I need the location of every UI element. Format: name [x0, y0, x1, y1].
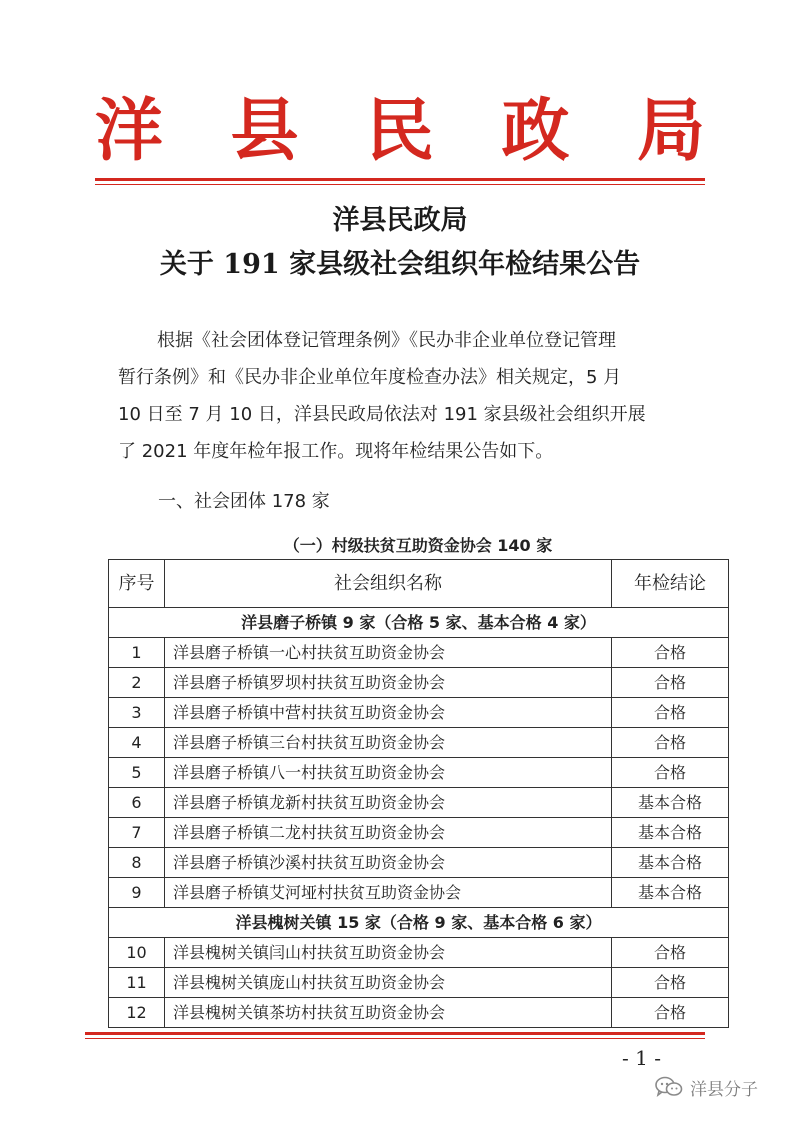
row-name: 洋县磨子桥镇中营村扶贫互助资金协会 — [165, 698, 612, 728]
row-name: 洋县磨子桥镇二龙村扶贫互助资金协会 — [165, 818, 612, 848]
doc-title-line2: 关于 191 家县级社会组织年检结果公告 — [159, 249, 641, 280]
row-result: 基本合格 — [612, 848, 729, 878]
intro-line: 根据《社会团体登记管理条例》《民办非企业单位登记管理 — [157, 330, 616, 351]
intro-paragraph — [118, 322, 708, 470]
table-row — [109, 668, 729, 698]
masthead-char: 民 — [365, 91, 434, 171]
header-red-rule — [95, 178, 705, 181]
row-result: 合格 — [612, 698, 729, 728]
row-no: 4 — [109, 728, 165, 758]
table-row — [109, 848, 729, 878]
row-result: 合格 — [612, 638, 729, 668]
row-name: 洋县磨子桥镇三台村扶贫互助资金协会 — [165, 728, 612, 758]
row-no: 10 — [109, 938, 165, 968]
intro-line: 了 2021 年度年检年报工作。现将年检结果公告如下。 — [118, 441, 554, 462]
subsection-heading: （一）村级扶贫互助资金协会 140 家 — [283, 536, 553, 555]
masthead-char: 洋 — [95, 91, 164, 171]
row-name: 洋县磨子桥镇罗坝村扶贫互助资金协会 — [165, 668, 612, 698]
row-result: 基本合格 — [612, 818, 729, 848]
table-row — [109, 698, 729, 728]
table-row — [109, 968, 729, 998]
doc-title-line1: 洋县民政局 — [332, 205, 468, 236]
table-row — [109, 758, 729, 788]
row-result: 合格 — [612, 998, 729, 1028]
header-name: 社会组织名称 — [165, 560, 612, 608]
row-no: 1 — [109, 638, 165, 668]
footer-red-rule-thin — [85, 1038, 705, 1039]
row-name: 洋县槐树关镇闫山村扶贫互助资金协会 — [165, 938, 612, 968]
row-no: 5 — [109, 758, 165, 788]
section-heading: 一、社会团体 178 家 — [158, 491, 330, 512]
row-name: 洋县槐树关镇茶坊村扶贫互助资金协会 — [165, 998, 612, 1028]
table-row — [109, 788, 729, 818]
footer-red-rule — [85, 1032, 705, 1035]
row-name: 洋县磨子桥镇艾河垭村扶贫互助资金协会 — [165, 878, 612, 908]
row-name: 洋县磨子桥镇沙溪村扶贫互助资金协会 — [165, 848, 612, 878]
header-result: 年检结论 — [612, 560, 729, 608]
row-result: 合格 — [612, 968, 729, 998]
table-row — [109, 728, 729, 758]
group-row — [109, 908, 729, 938]
row-result: 合格 — [612, 758, 729, 788]
row-no: 7 — [109, 818, 165, 848]
group-label: 洋县槐树关镇 15 家（合格 9 家、基本合格 6 家） — [109, 908, 729, 938]
watermark-text: 洋县分子 — [690, 1079, 758, 1100]
row-no: 11 — [109, 968, 165, 998]
table-row — [109, 818, 729, 848]
row-result: 合格 — [612, 938, 729, 968]
table-row — [109, 938, 729, 968]
group-label: 洋县磨子桥镇 9 家（合格 5 家、基本合格 4 家） — [109, 608, 729, 638]
wechat-icon — [654, 1075, 684, 1099]
row-no: 3 — [109, 698, 165, 728]
header-no: 序号 — [109, 560, 165, 608]
intro-line: 10 日至 7 月 10 日，洋县民政局依法对 191 家县级社会组织开展 — [118, 404, 646, 425]
watermark — [654, 1073, 758, 1101]
masthead-char: 局 — [636, 91, 705, 171]
results-table — [108, 559, 729, 1028]
row-no: 8 — [109, 848, 165, 878]
row-name: 洋县磨子桥镇八一村扶贫互助资金协会 — [165, 758, 612, 788]
row-result: 基本合格 — [612, 878, 729, 908]
row-result: 基本合格 — [612, 788, 729, 818]
masthead-char: 政 — [501, 91, 570, 171]
row-no: 9 — [109, 878, 165, 908]
group-row — [109, 608, 729, 638]
intro-line: 暂行条例》和《民办非企业单位年度检查办法》相关规定，5 月 — [118, 367, 622, 388]
row-result: 合格 — [612, 728, 729, 758]
page-number: - 1 - — [622, 1046, 661, 1070]
table-row — [109, 878, 729, 908]
masthead-char: 县 — [230, 91, 299, 171]
table-header-row — [109, 560, 729, 608]
row-result: 合格 — [612, 668, 729, 698]
row-no: 6 — [109, 788, 165, 818]
masthead — [95, 88, 705, 174]
table-row — [109, 998, 729, 1028]
row-no: 12 — [109, 998, 165, 1028]
header-red-rule-thin — [95, 184, 705, 185]
row-no: 2 — [109, 668, 165, 698]
table-row — [109, 638, 729, 668]
row-name: 洋县磨子桥镇一心村扶贫互助资金协会 — [165, 638, 612, 668]
row-name: 洋县槐树关镇庞山村扶贫互助资金协会 — [165, 968, 612, 998]
row-name: 洋县磨子桥镇龙新村扶贫互助资金协会 — [165, 788, 612, 818]
